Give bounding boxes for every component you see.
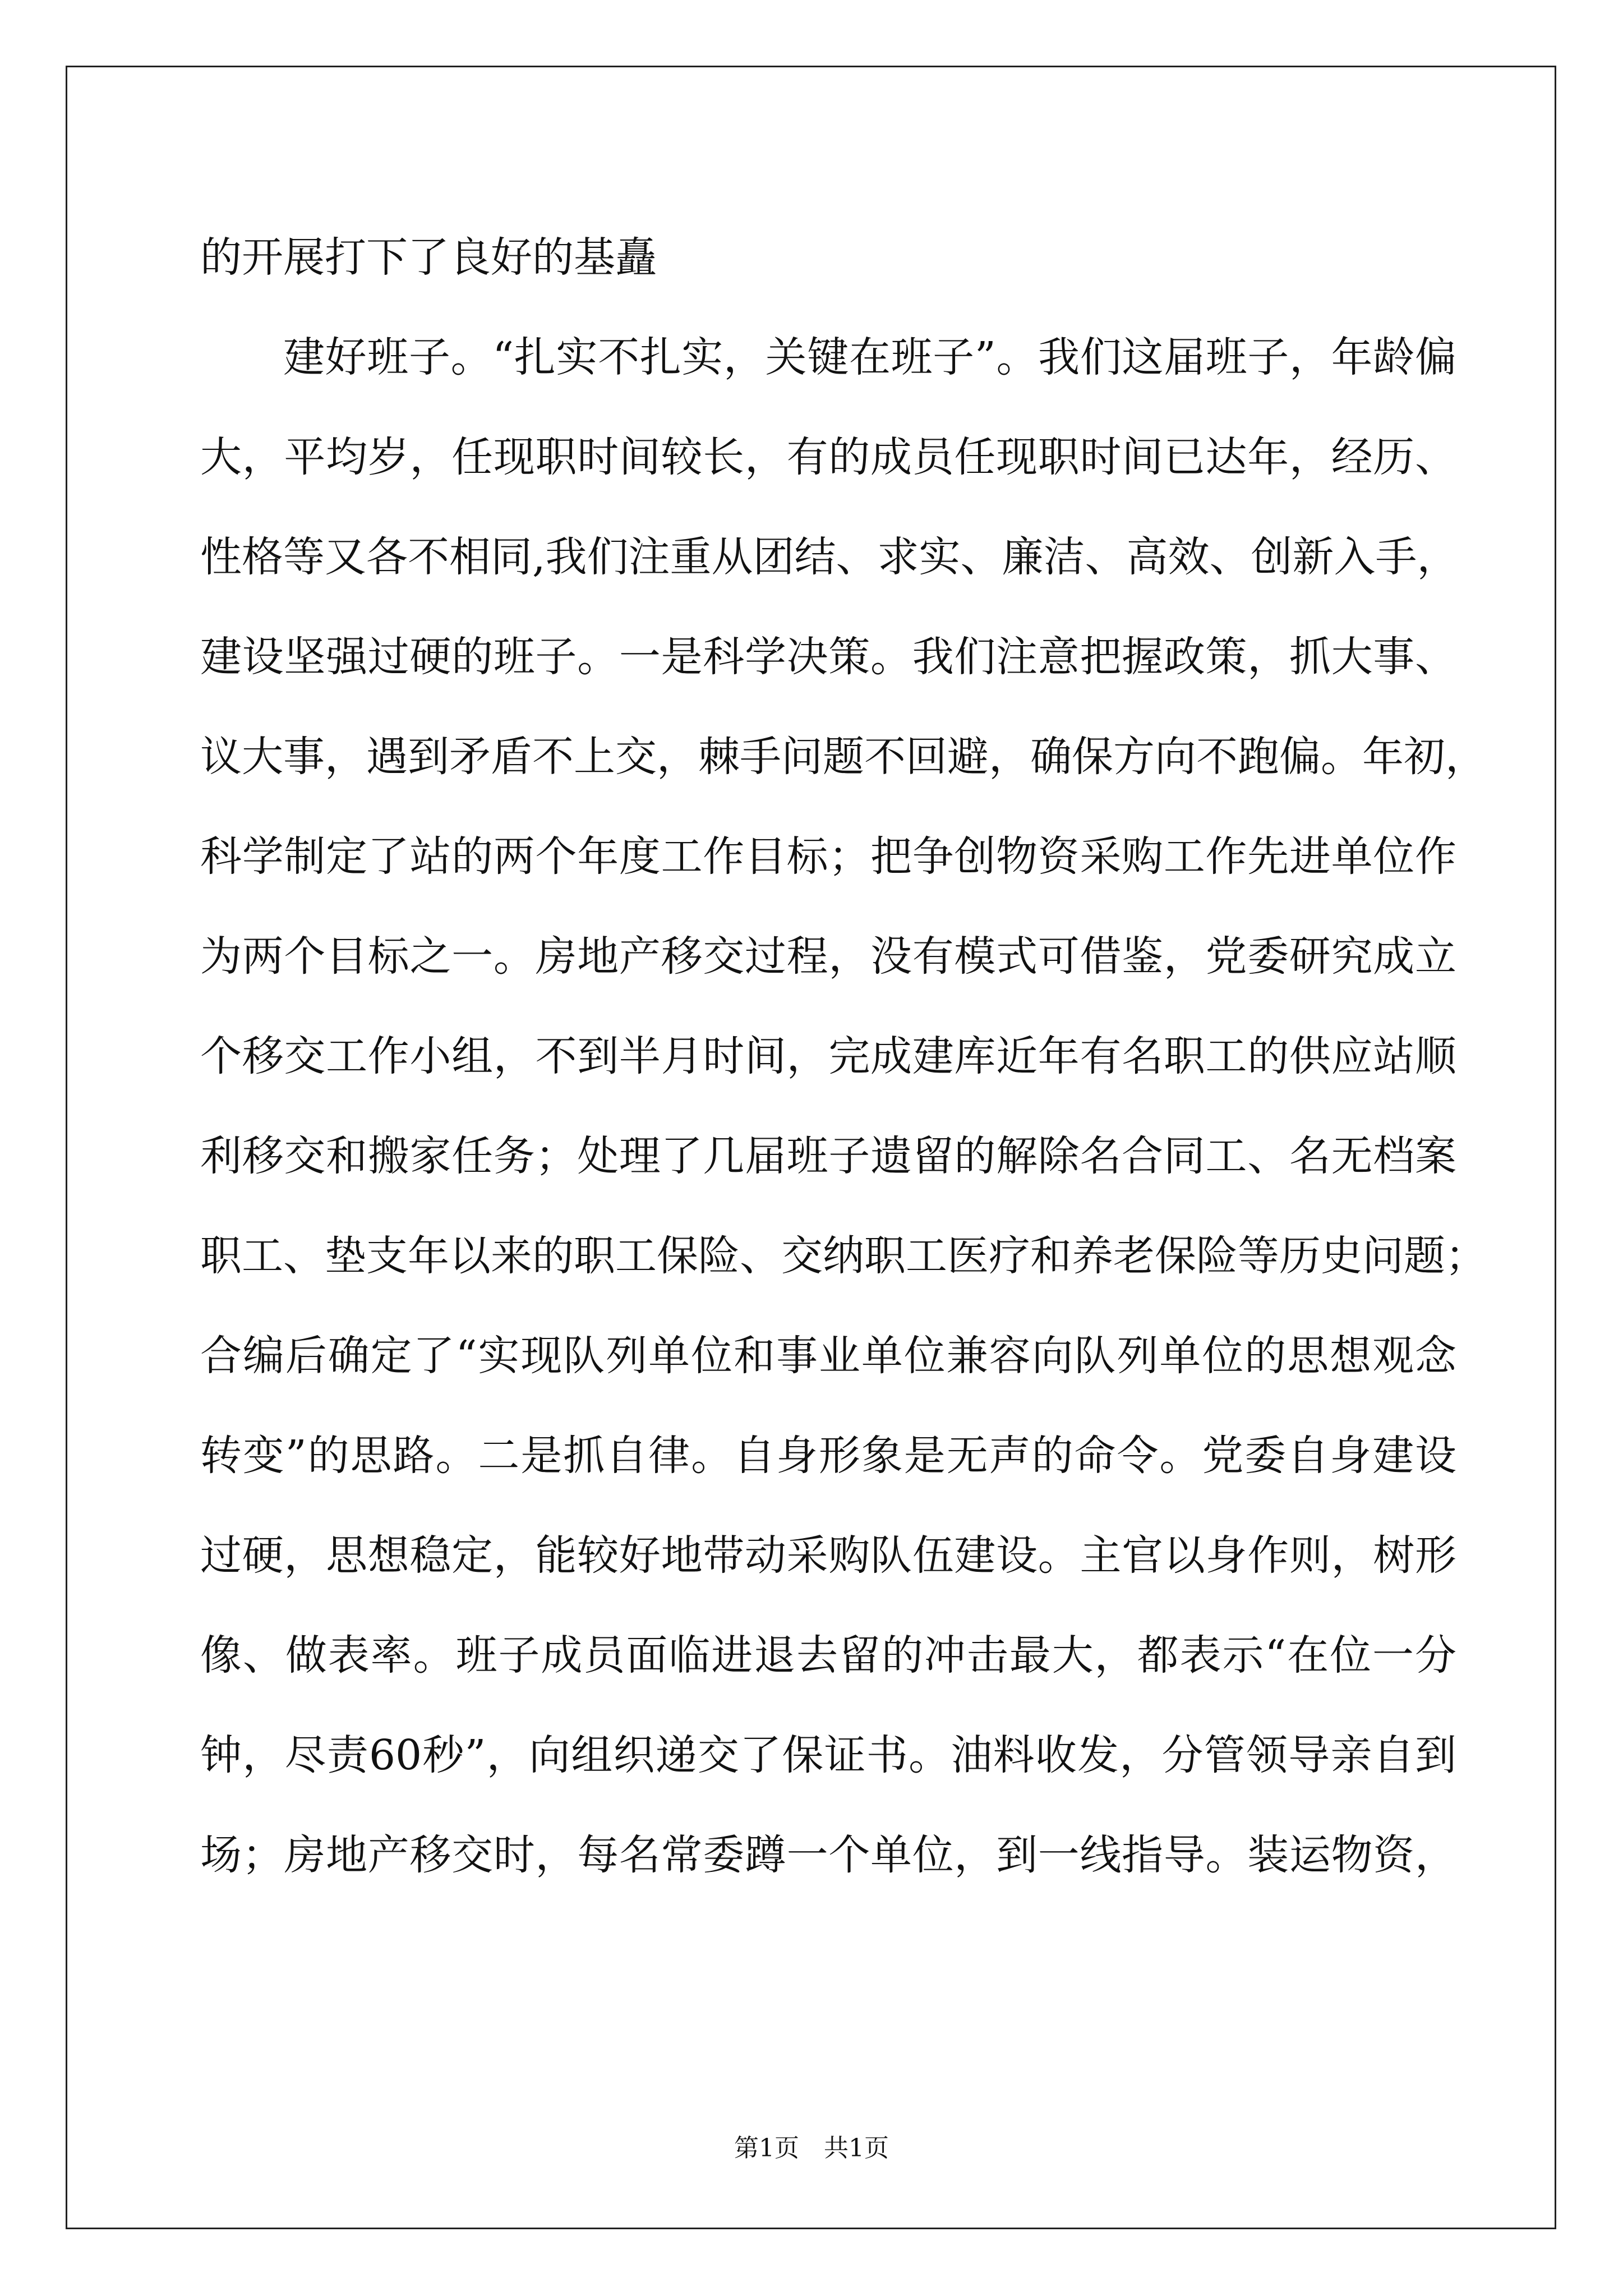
page-footer [0, 2132, 1623, 2165]
text-line: 职工、垫支年以来的职工保险、交纳职工医疗和养老保险等历史问题； [200, 1232, 1487, 1280]
text-line: 性格等又各不相同,我们注重从团结、求实、廉洁、高效、创新入手， [200, 533, 1459, 581]
text-line: 的开展打下了良好的基矗 [200, 233, 657, 282]
text-line: 过硬，思想稳定，能较好地带动采购队伍建设。主官以身作则，树形 [200, 1531, 1456, 1580]
text-line: 为两个目标之一。房地产移交过程，没有模式可借鉴，党委研究成立 [200, 932, 1456, 981]
text-line: 科学制定了站的两个年度工作目标；把争创物资采购工作先进单位作 [200, 832, 1456, 881]
text-line: 大，平均岁，任现职时间较长，有的成员任现职时间已达年，经历、 [200, 433, 1456, 481]
text-line: 像、做表率。班子成员面临进退去留的冲击最大，都表示“在位一分 [200, 1631, 1456, 1680]
text-line: 合编后确定了“实现队列单位和事业单位兼容向队列单位的思想观念 [200, 1332, 1456, 1380]
text-line: 建设坚强过硬的班子。一是科学决策。我们注意把握政策，抓大事、 [200, 633, 1456, 681]
text-line: 利移交和搬家任务；处理了几届班子遗留的解除名合同工、名无档案 [200, 1132, 1456, 1180]
text-line: 场；房地产移交时，每名常委蹲一个单位，到一线指导。装运物资， [200, 1831, 1456, 1879]
text-line: 个移交工作小组，不到半月时间，完成建库近年有名职工的供应站顺 [200, 1032, 1456, 1080]
page-number: 第1页 共1页 [734, 2134, 889, 2162]
text-line: 议大事，遇到矛盾不上交，棘手问题不回避，确保方向不跑偏。年初， [200, 733, 1487, 781]
document-body [200, 208, 1487, 1905]
text-line: 钟，尽责60秒”，向组织递交了保证书。油料收发，分管领导亲自到 [200, 1731, 1456, 1779]
text-line: 建好班子。“扎实不扎实，关键在班子”。我们这届班子，年龄偏 [283, 333, 1456, 381]
text-line: 转变”的思路。二是抓自律。自身形象是无声的命令。党委自身建设 [200, 1432, 1456, 1480]
